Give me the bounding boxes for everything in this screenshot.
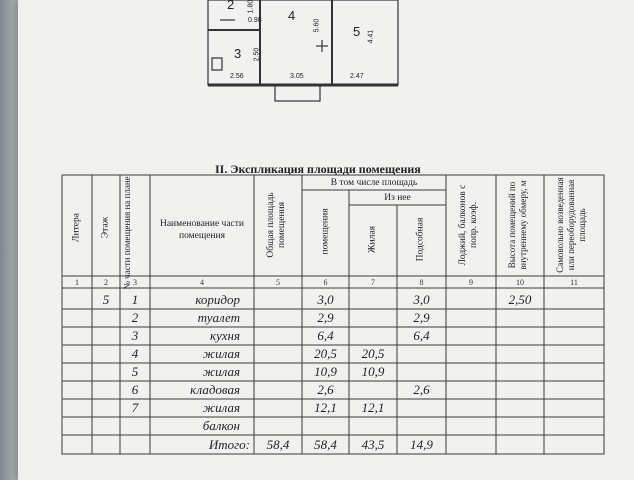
header-zhilaya: Жилая [367,226,378,253]
row-name: балкон [202,418,240,433]
row-podsobnaya: 2,9 [413,310,430,325]
row-podsobnaya [397,417,446,435]
row-height [496,399,544,417]
header-podsobnaya: Подсобная [415,217,426,262]
row-height [496,363,544,381]
header-samovol: Самовольно возведенная или переоборудованная площадь [555,177,587,273]
colnum-5: 5 [276,278,280,287]
row-height [496,309,544,327]
row-number: 4 [131,346,139,361]
colnum-3: 3 [133,278,137,287]
row-number: 1 [131,292,139,307]
row-name: жилая [203,364,240,379]
dim-5-60: 5.60 [313,18,321,33]
row-number: 7 [131,400,139,415]
colnum-6: 6 [323,278,328,287]
row-podsobnaya [397,399,446,417]
row-height [496,417,544,435]
row-number: 3 [131,328,139,343]
colnum-11: 11 [570,278,578,287]
totals-pomeshch: 58,4 [314,437,337,452]
row-podsobnaya: 6,4 [413,328,430,343]
row-name: кухня [210,328,240,343]
header-total: Общая площадь помещения [266,192,287,258]
colnum-1: 1 [75,278,79,287]
header-etazh: Этаж [100,216,111,239]
row-zhilaya: 12,1 [361,400,385,415]
colnum-7: 7 [371,278,375,287]
dim-0-98: 0.98 [248,17,262,24]
floor-value: 5 [102,292,110,307]
row-height [496,327,544,345]
header-group: В том числе площадь [330,178,418,188]
dim-2-47: 2.47 [350,73,364,80]
room-label-4: 4 [288,8,296,23]
row-zhilaya [349,381,397,399]
totals-podsobnaya: 14,9 [410,437,433,452]
header-height: Высота помещений по внутреннему обмеру, м [507,180,528,270]
row-height: 2,50 [508,292,532,307]
row-pomeshch: 12,1 [314,400,337,415]
totals-label: Итого: [208,437,250,452]
row-podsobnaya: 2,6 [413,382,430,397]
header-lodzhii: Лоджий, балконов с попр. коэф. [458,184,479,266]
row-zhilaya [349,327,397,345]
row-zhilaya [349,291,397,309]
row-pomeshch: 2,6 [317,382,334,397]
colnum-8: 8 [419,278,424,287]
row-height [496,345,544,363]
row-pomeshch: 20,5 [314,346,337,361]
header-litera: Литера [71,213,82,242]
colnum-2: 2 [104,278,108,287]
room-label-2: 2 [227,0,235,12]
row-zhilaya [349,309,397,327]
row-zhilaya: 10,9 [361,364,385,379]
header-iz-nee: Из нее [384,193,411,203]
row-number: 6 [131,382,139,397]
row-name: туалет [197,310,240,325]
dim-2-56: 2.56 [230,73,244,80]
row-name: кладовая [190,382,240,397]
dim-1-80: 1.80 [247,0,255,14]
row-pomeshch: 2,9 [317,310,334,325]
room-label-3: 3 [234,46,242,61]
header-pomeshch: помещения [320,208,331,255]
totals-total: 58,4 [266,437,290,452]
colnum-9: 9 [469,278,473,287]
row-name: жилая [203,346,240,361]
row-podsobnaya: 3,0 [413,292,430,307]
dim-4-41: 4.41 [367,29,375,44]
row-name: коридор [195,292,240,307]
row-height [496,381,544,399]
header-name: Наименование части помещения [159,219,244,241]
row-podsobnaya [397,363,446,381]
row-pomeshch: 10,9 [314,364,337,379]
row-number [120,417,150,435]
row-zhilaya [349,417,397,435]
row-pomeshch: 6,4 [317,328,334,343]
dim-2-50: 2.50 [253,47,261,62]
row-pomeshch [302,417,349,435]
row-number: 2 [131,310,139,325]
row-zhilaya: 20,5 [361,346,385,361]
row-name: жилая [203,400,240,415]
row-number: 5 [131,364,139,379]
row-podsobnaya [397,345,446,363]
header-no-part: № части помещения на плане [122,176,132,290]
dim-3-05: 3.05 [290,73,304,80]
colnum-4: 4 [200,278,204,287]
room-label-5: 5 [353,24,361,39]
row-pomeshch: 3,0 [317,292,334,307]
totals-zhilaya: 43,5 [361,437,385,452]
section-title: II. Экспликация площади помещения [215,162,421,176]
colnum-10: 10 [516,278,524,287]
